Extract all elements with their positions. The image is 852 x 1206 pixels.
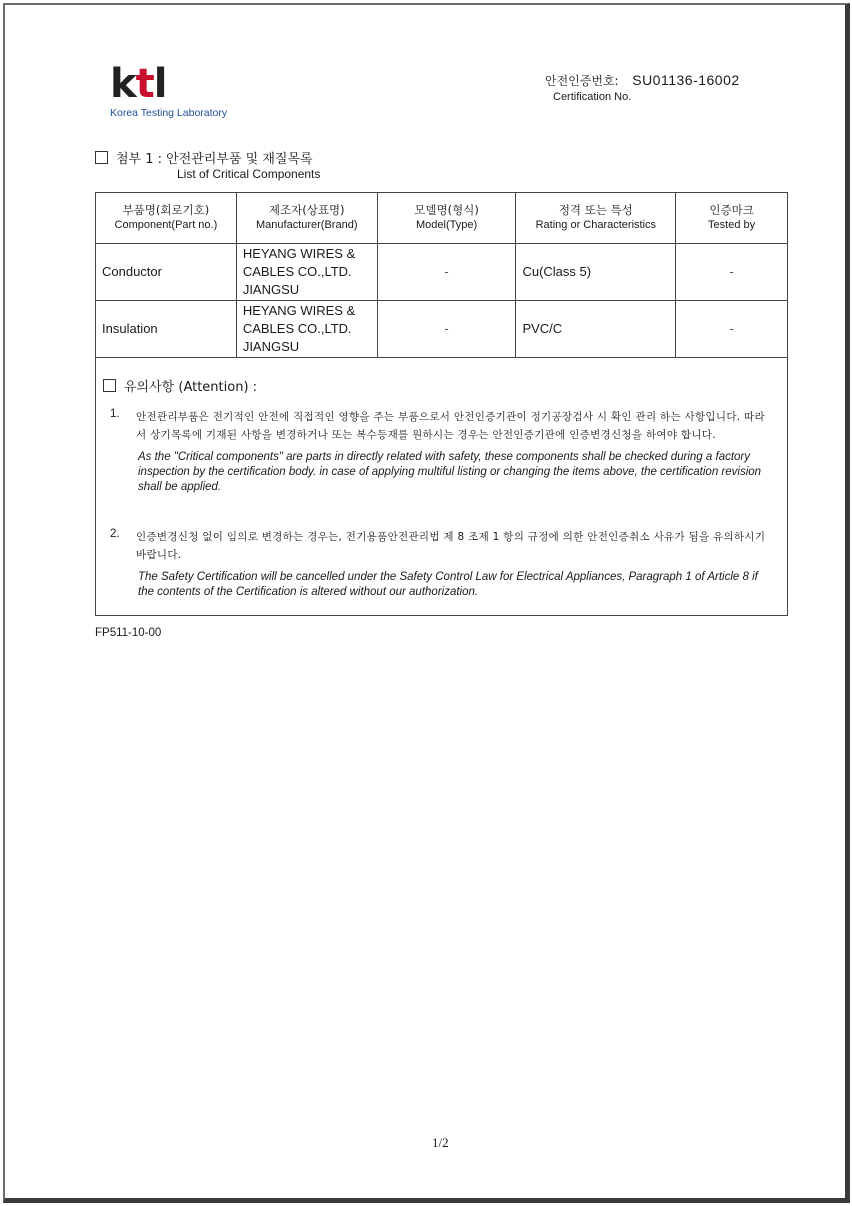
cell-rating: Cu(Class 5) bbox=[516, 244, 676, 301]
attention-label-kr: 유의사항 bbox=[124, 380, 175, 395]
attention-note-2 bbox=[110, 528, 775, 600]
note-number: 1. bbox=[110, 408, 120, 420]
cell-model: - bbox=[377, 301, 516, 358]
page-number: 1/2 bbox=[432, 1135, 449, 1150]
table-row bbox=[96, 244, 788, 301]
cell-tested-by: - bbox=[676, 301, 788, 358]
header-model: 모델명(형식) Model(Type) bbox=[377, 193, 516, 244]
cell-model: - bbox=[377, 244, 516, 301]
header-tested-by: 인증마크 Tested by bbox=[676, 193, 788, 244]
note-text-en: The Safety Certification will be cancelled under the Safety Control Law for Electrical Appliances, Paragraph 1 of Article 8 if the contents of the Certification is altered without our authorization. bbox=[138, 571, 758, 598]
checkbox-icon bbox=[95, 151, 108, 164]
note-text-kr: 인증변경신청 없이 임의로 변경하는 경우는, 전기용품안전관리법 제 8 조제 1 항의 규정에 의한 안전인증취소 사유가 됨을 유의하시기 바랍니다. bbox=[136, 531, 766, 561]
logo-subtitle: Korea Testing Laboratory bbox=[110, 107, 228, 119]
logo-letter-k: k bbox=[110, 61, 136, 107]
section-title bbox=[95, 148, 313, 167]
cell-manufacturer: HEYANG WIRES & CABLES CO.,LTD. JIANGSU bbox=[236, 301, 377, 358]
header-rating: 정격 또는 특성 Rating or Characteristics bbox=[516, 193, 676, 244]
attention-label-en: (Attention) : bbox=[178, 380, 258, 395]
cell-component: Conductor bbox=[96, 244, 237, 301]
cell-component: Insulation bbox=[96, 301, 237, 358]
header-manufacturer: 제조자(상표명) Manufacturer(Brand) bbox=[236, 193, 377, 244]
section-title-kr: 첨부 1 : 안전관리부품 및 재질목록 bbox=[116, 152, 313, 167]
cert-number: SU01136-16002 bbox=[632, 72, 740, 88]
cell-rating: PVC/C bbox=[516, 301, 676, 358]
checkbox-icon bbox=[103, 379, 116, 392]
header-component: 부품명(회로기호) Component(Part no.) bbox=[96, 193, 237, 244]
attention-heading bbox=[103, 376, 257, 395]
certification-block bbox=[545, 72, 740, 103]
attention-box bbox=[95, 356, 788, 616]
critical-components-table bbox=[95, 192, 788, 358]
note-text-en: As the "Critical components" are parts in directly related with safety, these components shall be checked during a factory inspection by the certification body. in case of applying multiful listing or changing the items above, the certification revision shall be applied. bbox=[138, 451, 762, 493]
logo-letter-l: l bbox=[153, 61, 167, 107]
attention-note-1 bbox=[110, 408, 775, 495]
cell-tested-by: - bbox=[676, 244, 788, 301]
form-number: FP511-10-00 bbox=[95, 627, 162, 639]
cert-label-kr: 안전인증번호: bbox=[545, 74, 619, 88]
document-page bbox=[3, 3, 850, 1203]
section-title-en: List of Critical Components bbox=[177, 167, 321, 181]
table-header-row bbox=[96, 193, 788, 244]
logo-letter-t: t bbox=[135, 61, 154, 107]
ktl-logo bbox=[110, 61, 228, 119]
cell-manufacturer: HEYANG WIRES & CABLES CO.,LTD. JIANGSU bbox=[236, 244, 377, 301]
logo-mark bbox=[110, 61, 227, 107]
note-number: 2. bbox=[110, 528, 120, 540]
cert-label-en: Certification No. bbox=[553, 91, 632, 103]
note-text-kr: 안전관리부품은 전기적인 안전에 직접적인 영향을 주는 부품으로서 안전인증기관이 정기공장검사 시 확인 관리 하는 사항입니다. 따라서 상기목록에 기재된 사항을 변경하거나 또는 복수등재를 원하시는 경우는 안전인증기관에 인증변경신청을 하여야 합니다. bbox=[136, 411, 765, 441]
table-row bbox=[96, 301, 788, 358]
